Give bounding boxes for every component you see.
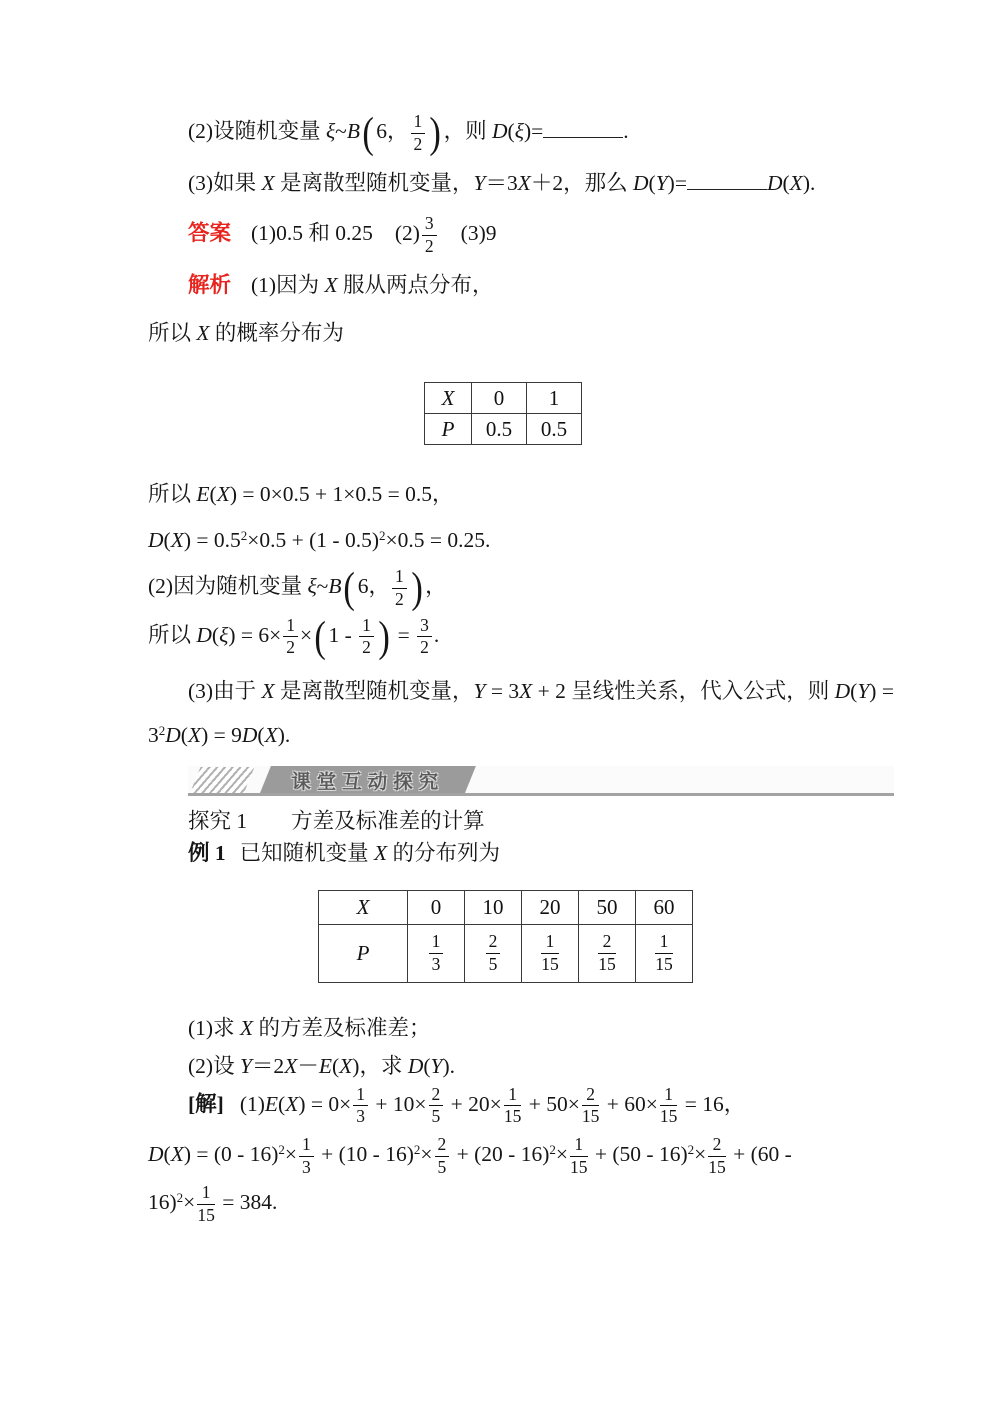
text-run: ×0.5 = 0.25. [385, 528, 491, 553]
text-run: + 20× [445, 1091, 502, 1116]
solution-variance-1 [148, 525, 940, 555]
text-run: 16) [148, 1190, 177, 1215]
fraction [351, 1085, 370, 1127]
text-run: + 50× [523, 1091, 580, 1116]
math-variable: X [285, 1091, 299, 1116]
math-variable: X [374, 840, 388, 865]
text-run: × [284, 1141, 297, 1166]
analysis-line-1 [188, 270, 940, 300]
text-run: ) = 0×0.5 + 1×0.5 = 0.5， [229, 482, 454, 507]
math-variable: ξ [307, 574, 317, 599]
math-variable: X [339, 1053, 353, 1078]
fraction [427, 932, 446, 974]
text-run: . [623, 119, 629, 144]
math-variable: D [834, 678, 851, 703]
text-run: 是离散型随机变量， [274, 678, 474, 703]
fraction-denominator: 15 [655, 953, 673, 974]
fraction-numerator: 2 [429, 1085, 444, 1107]
text-run: ( [423, 1053, 431, 1078]
fraction-denominator: 15 [503, 1106, 522, 1127]
section-banner [188, 766, 894, 796]
banner-title-block [260, 766, 476, 793]
text-run: × [183, 1190, 196, 1215]
superscript: 2 [176, 1190, 184, 1206]
text-run: 所以 [148, 321, 197, 346]
table-row [425, 383, 582, 414]
text-run: ( [211, 622, 220, 647]
text-run: ( [209, 482, 217, 507]
text-run: × [555, 1141, 568, 1166]
text-run: ( [163, 528, 171, 553]
math-variable: D [633, 171, 649, 196]
superscript: 2 [158, 722, 166, 738]
fraction [539, 932, 561, 974]
text-run: (2)设 [188, 1053, 240, 1078]
math-variable: ξ [325, 119, 336, 144]
red-label: 解析 [188, 273, 232, 298]
text-run: ，则 [443, 119, 493, 144]
math-variable: X [356, 894, 370, 919]
math-variable: Y [239, 1053, 252, 1078]
text-run: － [297, 1053, 319, 1078]
text-run: + (10 - 16) [315, 1141, 414, 1166]
fraction-numerator: 2 [435, 1135, 450, 1157]
banner-title-text: 课堂互动探究 [291, 771, 445, 793]
fraction [420, 214, 439, 256]
math-variable: Y [473, 678, 486, 703]
math-variable: D [196, 622, 212, 647]
math-variable: X [284, 1053, 298, 1078]
math-variable: E [196, 482, 210, 507]
fraction-numerator: 2 [708, 1135, 726, 1157]
section-analysis [0, 479, 1000, 749]
fraction [502, 1085, 524, 1127]
text-run: × [694, 1141, 707, 1166]
table-cell [465, 924, 522, 982]
table-row [425, 414, 582, 445]
text-run: ). [442, 1053, 456, 1078]
math-variable: D [241, 722, 258, 747]
fraction-denominator: 15 [197, 1204, 215, 1225]
fraction-denominator: 15 [541, 953, 559, 974]
text-run: ( [507, 119, 515, 144]
fraction-numerator: 1 [392, 567, 407, 589]
math-variable: X [517, 171, 531, 196]
text-run: 0.5 [485, 416, 513, 441]
math-variable: Y [857, 678, 870, 703]
text-run: (1)0.5 和 0.25 [251, 221, 373, 246]
table-cell [425, 383, 472, 414]
math-variable: D [407, 1053, 424, 1078]
math-variable: Y [473, 171, 486, 196]
bold-run: 例 1 [188, 840, 226, 865]
math-variable: Y [655, 171, 668, 196]
fraction-denominator: 5 [437, 1156, 447, 1177]
fraction-denominator: 3 [431, 953, 441, 974]
text-run: (2)设随机变量 [188, 119, 326, 144]
text-run: 的概率分布为 [209, 321, 344, 346]
fraction [415, 616, 434, 658]
text-run: 的方差及标准差； [253, 1015, 431, 1040]
table-cell [465, 890, 522, 924]
table-cell [408, 890, 465, 924]
fraction-numerator: 1 [353, 1085, 368, 1107]
text-run: )= [667, 171, 687, 196]
fraction [390, 567, 409, 609]
fraction-numerator: 1 [299, 1135, 314, 1157]
table-cell [522, 924, 579, 982]
text-run: )= [523, 119, 544, 144]
section-questions-answers [0, 112, 1000, 348]
text-run: + (20 - 16) [451, 1141, 550, 1166]
sub-question-1 [188, 1013, 940, 1043]
fraction-numerator: 1 [197, 1183, 215, 1205]
text-run: + 60× [601, 1091, 658, 1116]
fraction-denominator: 3 [356, 1106, 366, 1127]
math-variable: E [264, 1091, 279, 1116]
table-cell [408, 924, 465, 982]
text-run: ＝3 [485, 171, 518, 196]
blank-underline [687, 188, 767, 190]
text-run: 1 [548, 385, 560, 410]
text-run: ) = (0 - 16) [183, 1141, 279, 1166]
text-run: ). [277, 722, 291, 747]
table-cell [425, 414, 472, 445]
math-variable: P [441, 416, 455, 441]
math-variable: ξ [219, 622, 229, 647]
table-cell [527, 414, 582, 445]
text-run: ( [331, 1053, 340, 1078]
fraction-denominator: 3 [302, 1156, 311, 1177]
fraction [658, 1085, 680, 1127]
text-run: ( [278, 1091, 286, 1116]
table-row [319, 924, 693, 982]
superscript: 2 [240, 528, 248, 544]
fraction-denominator: 5 [488, 953, 498, 974]
math-variable: D [148, 1141, 164, 1166]
text-run: ) = 6× [228, 622, 282, 647]
text-run: 是离散型随机变量， [274, 171, 474, 196]
text-run: 探究 1 [188, 808, 248, 833]
superscript: 2 [687, 1141, 695, 1157]
text-run: 20 [539, 894, 561, 919]
math-variable: X [261, 171, 275, 196]
text-run: × [420, 1141, 433, 1166]
table-cell [472, 414, 527, 445]
fraction [195, 1183, 217, 1225]
fraction [568, 1135, 590, 1177]
text-run: 10 [482, 894, 504, 919]
fraction [596, 932, 618, 974]
math-variable: X [170, 528, 184, 553]
math-variable: X [519, 678, 533, 703]
table-cell [472, 383, 527, 414]
math-variable: D [766, 171, 783, 196]
fraction-numerator: 1 [359, 616, 374, 638]
text-run: ) = 0× [298, 1091, 352, 1116]
fraction [484, 932, 503, 974]
table-cell [527, 383, 582, 414]
text-run: (2)因为随机变量 [148, 574, 308, 599]
fraction-denominator: 2 [286, 637, 295, 658]
math-variable: X [196, 321, 210, 346]
text-run: 所以 [148, 482, 197, 507]
math-variable: D [165, 722, 181, 747]
fraction [297, 1135, 316, 1177]
text-run: 服从两点分布， [337, 273, 494, 298]
math-variable: ξ [514, 119, 524, 144]
fraction [580, 1085, 602, 1127]
math-variable: X [170, 1141, 184, 1166]
solution-3-result [148, 720, 940, 750]
text-run: 60 [653, 894, 675, 919]
solution-2-given: (2)因为随机变量 ξ~B( 6， $\frac{1}{2}$ ) ， [148, 565, 447, 613]
text-run: ×0.5 + (1 - 0.5) [247, 528, 379, 553]
text-run: + (50 - 16) [589, 1141, 688, 1166]
math-variable: X [264, 722, 278, 747]
text-run: (3)由于 [188, 678, 262, 703]
text-run: 的分布列为 [387, 840, 501, 865]
text-run: = 16， [679, 1091, 746, 1116]
text-run: 6， [357, 574, 391, 599]
text-run: ＋2，那么 [530, 171, 633, 196]
text-run: ( [850, 678, 858, 703]
text-run: ) = [869, 678, 894, 703]
text-run: 3 [148, 722, 159, 747]
math-variable: P [356, 940, 370, 965]
text-run: 1 - [328, 622, 358, 647]
fraction-numerator: 1 [660, 1085, 678, 1107]
table-cell [319, 924, 408, 982]
fraction [357, 616, 376, 658]
text-run: ) = 0.5 [183, 528, 241, 553]
fraction-denominator: 15 [598, 953, 616, 974]
text-run: 0 [430, 894, 442, 919]
math-variable: X [187, 722, 202, 747]
fraction-numerator: 2 [582, 1085, 600, 1107]
fraction-denominator: 15 [581, 1106, 600, 1127]
text-run: 已知随机变量 [239, 840, 375, 865]
text-run: (1)因为 [251, 273, 325, 298]
text-run: . [433, 622, 440, 647]
fraction [281, 616, 300, 658]
fraction-numerator: 3 [417, 616, 432, 638]
table-row [319, 890, 693, 924]
text-run: 所以 [148, 622, 197, 647]
hatch-stripes-icon [190, 767, 255, 793]
fraction-numerator: 1 [283, 616, 298, 638]
fraction-numerator: 1 [429, 932, 444, 954]
text-run: ~ [335, 119, 347, 144]
fraction-numerator: 1 [655, 932, 673, 954]
solution-variance-line2 [148, 1183, 940, 1225]
text-run: (1) [239, 1091, 265, 1116]
explore-heading [188, 806, 940, 836]
text-run: (1)求 [188, 1015, 240, 1040]
text-run: ( [782, 171, 790, 196]
text-run: 0 [493, 385, 505, 410]
superscript: 2 [549, 1141, 556, 1157]
text-run: ( [648, 171, 656, 196]
answer-line [188, 214, 940, 256]
math-variable: X [261, 678, 275, 703]
solution-3-text [188, 676, 940, 706]
text-run: 方差及标准差的计算 [291, 808, 485, 833]
text-run: (2) [394, 221, 420, 246]
fraction-numerator: 1 [570, 1135, 588, 1157]
fraction-denominator: 15 [708, 1156, 726, 1177]
superscript: 2 [379, 528, 386, 544]
solution-2-result: 所以 D(ξ) = 6× $\frac{1}{2}$ ×( 1 - $\frac{1}{2}$ ) = $\frac{3}{2}$ . [148, 613, 440, 661]
math-variable: E [318, 1053, 332, 1078]
fraction [433, 1135, 452, 1177]
text-run: + 10× [370, 1091, 427, 1116]
fraction-numerator: 2 [598, 932, 616, 954]
math-variable: B [328, 574, 342, 599]
text-run: 0.5 [540, 416, 568, 441]
text-run: + 2 呈线性关系，代入公式，则 [532, 678, 835, 703]
math-variable: X [216, 482, 230, 507]
text-run: ( [163, 1141, 171, 1166]
math-variable: X [789, 171, 803, 196]
fraction-denominator: 15 [659, 1106, 678, 1127]
distribution-table-2 [318, 890, 693, 983]
solution-expectation-1 [148, 479, 940, 509]
text-run: (3)9 [460, 221, 497, 246]
superscript: 2 [413, 1141, 421, 1157]
fraction [653, 932, 675, 974]
example-heading [188, 838, 940, 868]
superscript: 2 [278, 1141, 285, 1157]
table-cell [579, 890, 636, 924]
red-label: 答案 [188, 221, 232, 246]
fraction [409, 112, 428, 154]
text-run: ( [180, 722, 188, 747]
fraction [427, 1085, 446, 1127]
solution-expectation-2 [188, 1085, 940, 1127]
text-run: (3)如果 [188, 171, 262, 196]
fraction-denominator: 15 [570, 1156, 588, 1177]
blank-underline [543, 136, 623, 138]
table-cell [636, 890, 693, 924]
fraction-numerator: 1 [504, 1085, 522, 1107]
math-variable: B [346, 119, 360, 144]
text-run: 6， [376, 119, 409, 144]
text-run: ， [425, 574, 447, 599]
text-run: ). [802, 171, 816, 196]
math-variable: D [492, 119, 508, 144]
fraction-denominator: 5 [431, 1106, 441, 1127]
text-run: )，求 [352, 1053, 408, 1078]
table-cell [319, 890, 408, 924]
sub-question-2 [188, 1051, 940, 1081]
math-variable: X [239, 1015, 254, 1040]
fraction-denominator: 2 [413, 133, 423, 154]
fraction-numerator: 2 [486, 932, 501, 954]
math-variable: X [324, 273, 338, 298]
section-explore-heading [0, 806, 1000, 868]
math-variable: X [441, 385, 455, 410]
text-run: ~ [316, 574, 329, 599]
text-run: = 3 [485, 678, 520, 703]
fraction [706, 1135, 728, 1177]
text-run: ＝2 [251, 1053, 285, 1078]
text-run: = [392, 622, 416, 647]
fraction-denominator: 2 [362, 637, 371, 658]
math-variable: Y [430, 1053, 443, 1078]
analysis-line-2 [148, 318, 940, 348]
table-cell [579, 924, 636, 982]
distribution-table-1 [424, 382, 582, 445]
text-run: ( [257, 722, 265, 747]
fraction-denominator: 2 [395, 588, 404, 609]
question-2: (2)设随机变量 ξ~B( 6， $\frac{1}{2}$ ) ，则 D(ξ)= . [188, 110, 629, 158]
fraction-denominator: 2 [420, 637, 429, 658]
text-run: ) = 9 [201, 722, 242, 747]
fraction-denominator: 2 [424, 235, 434, 256]
section-example-solution [0, 1013, 1000, 1226]
text-run: 50 [596, 894, 618, 919]
solution-variance-line1 [148, 1135, 940, 1177]
table-cell [636, 924, 693, 982]
text-run: = 384. [216, 1190, 278, 1215]
math-variable: D [148, 528, 164, 553]
table-cell [522, 890, 579, 924]
text-run: × [299, 622, 313, 647]
bold-run: [解] [188, 1091, 224, 1116]
fraction-numerator: 1 [411, 112, 426, 134]
question-3 [188, 168, 940, 198]
text-run: + (60 - [727, 1141, 792, 1166]
fraction-numerator: 3 [422, 214, 437, 236]
fraction-numerator: 1 [541, 932, 559, 954]
